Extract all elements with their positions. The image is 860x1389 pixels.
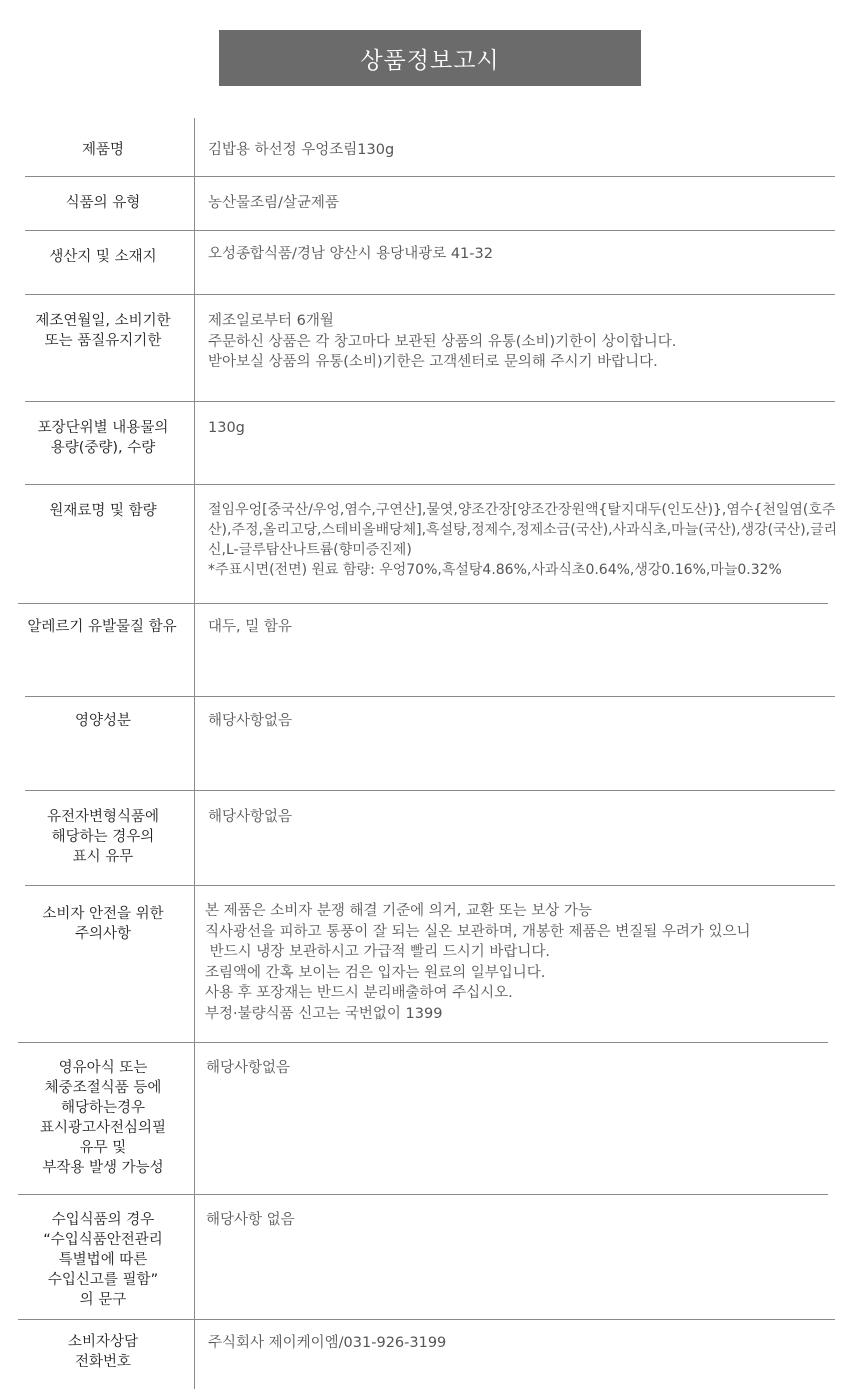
row-label: 제조연월일, 소비기한 또는 품질유지기한: [35, 313, 171, 349]
info-row-allergens: [0, 604, 860, 696]
row-label: 영양성분: [74, 713, 132, 729]
row-value: 해당사항 없음: [206, 1212, 295, 1228]
info-row-capacity: [0, 402, 860, 484]
row-value: 절임우엉[중국산/우엉,염수,구연산],물엿,양조간장[양조간장원액{탈지대두(인도산)},염수{천일염(호주산),주정,올리고당,스테비올배당체],흑설탕,정제수,정제소금(국산),사과식초,마늘(국산),생강(국산),글리신,L-글루탐산나트륨(향미증진제) *주표시면(전면) 원료 함량: 우엉70%,흑설탕4.86%,사과식초0.64%,생강0.16%,마늘0.32%: [208, 502, 838, 578]
row-label: 영유아식 또는 체중조절식품 등에 해당하는경우 표시광고사전심의필 유무 및 부작용 발생 가능성: [39, 1060, 167, 1176]
row-label: 알레르기 유발물질 함유: [27, 619, 177, 635]
info-row-origin: [0, 231, 860, 294]
info-row-contact: [0, 1320, 860, 1389]
info-row-import: [0, 1195, 860, 1319]
row-value: 해당사항없음: [208, 809, 293, 825]
row-value: 제조일로부터 6개월 주문하신 상품은 각 창고마다 보관된 상품의 유통(소비)기한이 상이합니다. 받아보실 상품의 유통(소비)기한은 고객센터로 문의해 주시기 바랍니다.: [208, 313, 677, 370]
info-row-food-type: [0, 177, 860, 230]
info-row-safety: [0, 886, 860, 1042]
row-label: 제품명: [81, 142, 125, 158]
row-value: 농산물조림/살균제품: [208, 195, 339, 211]
row-label: 유전자변형식품에 해당하는 경우의 표시 유무: [46, 809, 160, 865]
row-label: 생산지 및 소재지: [49, 249, 157, 265]
row-value: 130g: [208, 420, 245, 436]
row-label: 수입식품의 경우 “수입식품안전관리 특별법에 따른 수입신고를 필함” 의 문구: [43, 1212, 163, 1308]
row-value: 대두, 밀 함유: [208, 619, 292, 635]
info-row-expiry: [0, 295, 860, 401]
row-value: 김밥용 하선정 우엉조림130g: [208, 142, 395, 158]
info-row-infant-food: [0, 1043, 860, 1194]
row-value: 해당사항없음: [206, 1060, 291, 1076]
page-title: 상품정보고시: [219, 30, 641, 86]
info-row-product-name: [0, 118, 860, 177]
row-label: 식품의 유형: [65, 195, 141, 211]
row-label: 소비자 안전을 위한 주의사항: [42, 906, 164, 942]
row-label: 원재료명 및 함량: [49, 503, 157, 519]
row-value: 오성종합식품/경남 양산시 용당내광로 41-32: [208, 246, 493, 262]
info-row-nutrition: [0, 697, 860, 790]
info-row-ingredients: [0, 485, 860, 603]
row-label: 포장단위별 내용물의 용량(중량), 수량: [37, 420, 169, 456]
row-value: 본 제품은 소비자 분쟁 해결 기준에 의거, 교환 또는 보상 가능 직사광선을 피하고 통풍이 잘 되는 실온 보관하며, 개봉한 제품은 변질될 우려가 있으니 반드시 냉장 보관하시고 가급적 빨리 드시기 바랍니다. 조림액에 간혹 보이는 검은 입자는 원료의 일부입니다. 사용 후 포장재는 반드시 분리배출하여 주십시오. 부정·불량식품 신고는 국번없이 1399: [205, 903, 751, 1022]
row-label: 소비자상담 전화번호: [67, 1334, 139, 1370]
info-row-gmo: [0, 791, 860, 885]
row-value: 해당사항없음: [208, 713, 293, 729]
row-value: 주식회사 제이케이엠/031-926-3199: [208, 1335, 447, 1351]
